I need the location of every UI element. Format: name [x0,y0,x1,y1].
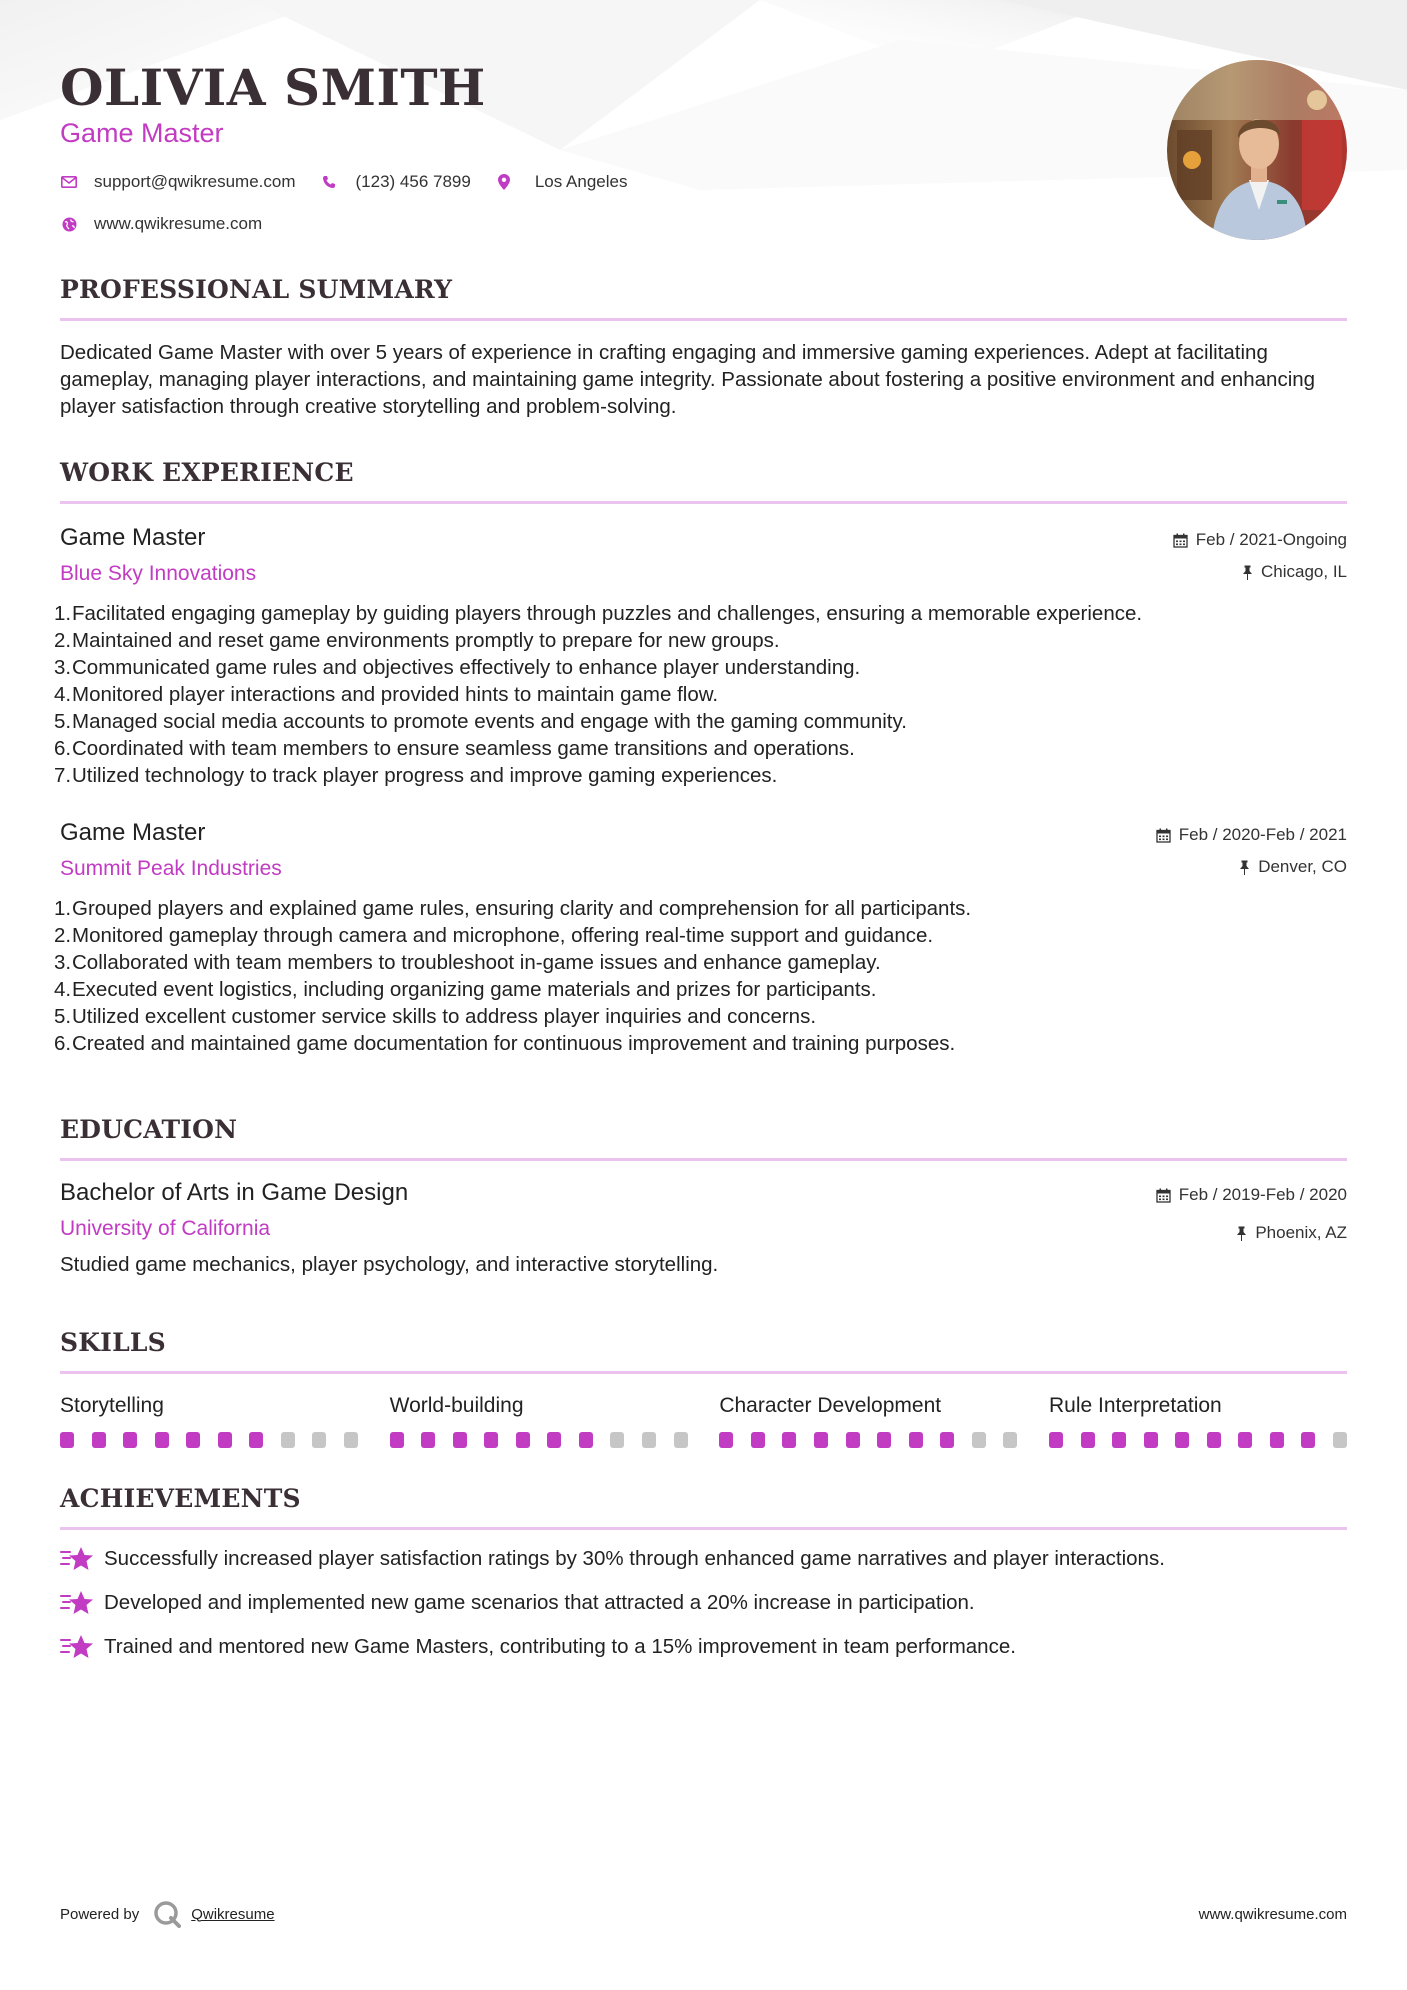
skill-dot-empty [281,1432,295,1448]
contact-row-web [60,214,286,234]
skill-name: Rule Interpretation [1048,1394,1222,1417]
duty-text: Grouped players and explained game rules, ensuring clarity and comprehension for all participants. [72,897,972,920]
skill-dot-filled [1175,1432,1189,1448]
skill-rating [60,1432,358,1448]
skill-dot-filled [940,1432,954,1448]
skill-rating [719,1432,1017,1448]
education-location-text: Phoenix, AZ [1255,1223,1347,1242]
phone-icon [320,173,338,191]
achievements-section [60,1484,1347,1662]
powered-by-label: Powered by [60,1905,140,1923]
achievement-item [60,1632,1347,1662]
skill-dot-filled [547,1432,561,1448]
section-heading: SKILLS [60,1328,166,1357]
job-title: Game Master [60,819,206,846]
skill-dot-empty [610,1432,624,1448]
page-footer [60,1900,1347,1928]
contact-row [60,172,651,192]
skill-dot-filled [751,1432,765,1448]
map-pin-icon [495,173,513,191]
skill-dot-filled [249,1432,263,1448]
section-divider [60,1527,1347,1530]
section-heading: EDUCATION [60,1115,238,1144]
contact-email[interactable] [60,172,296,192]
skill-name: Storytelling [60,1394,164,1417]
achievement-text: Developed and implemented new game scenarios that attracted a 20% increase in participation. [104,1591,975,1614]
skill-dot-filled [1049,1432,1063,1448]
section-heading: PROFESSIONAL SUMMARY [60,275,453,304]
skill-dot-filled [1081,1432,1095,1448]
job-dates-text: Feb / 2020-Feb / 2021 [1178,825,1347,844]
candidate-title: Game Master [60,118,224,148]
skill-dot-filled [719,1432,733,1448]
section-heading: ACHIEVEMENTS [60,1484,301,1513]
duty-text: Facilitated engaging gameplay by guiding players through puzzles and challenges, ensuring a memorable experience. [72,602,1143,625]
job-company: Summit Peak Industries [60,857,282,880]
duty-item: 1. Facilitated engaging gameplay by guiding players through puzzles and challenges, ensuring a memorable experience. [54,602,1143,625]
phone-text: (123) 456 7899 [355,172,471,191]
skill-dot-filled [484,1432,498,1448]
skill-dot-filled [1144,1432,1158,1448]
skill-dot-filled [1238,1432,1252,1448]
duty-text: Collaborated with team members to troubleshoot in-game issues and enhance gameplay. [72,951,881,974]
website-text: www.qwikresume.com [94,214,263,233]
pushpin-icon [1242,565,1253,580]
skill-rating [1049,1432,1347,1448]
experience-section [54,458,1347,1057]
mail-icon [60,173,78,191]
pushpin-icon [1236,1226,1247,1241]
skill-dot-filled [1112,1432,1126,1448]
qwikresume-logo-icon [153,1900,181,1928]
section-divider [60,318,1347,321]
job-entry [54,524,1347,789]
duty-text: Utilized technology to track player progress and improve gaming experiences. [72,764,778,787]
education-dates [1156,1185,1347,1205]
job-duties [54,600,1347,789]
skills-list [60,1394,1347,1448]
contact-phone[interactable] [320,172,471,192]
job-meta [1156,825,1347,877]
skill-dot-empty [312,1432,326,1448]
job-dates [1173,530,1347,550]
qwikresume-link[interactable]: Qwikresume [191,1905,275,1923]
skill-item [390,1394,688,1448]
duty-text: Executed event logistics, including organizing game materials and prizes for participants. [72,978,877,1001]
duty-item: 2. Monitored gameplay through camera and microphone, offering real-time support and guidance. [54,924,934,947]
skill-dot-empty [674,1432,688,1448]
skill-name: World-building [389,1394,524,1417]
calendar-icon [1156,828,1171,843]
duty-item: 5. Managed social media accounts to promote events and engage with the gaming community. [54,710,907,733]
job-company: Blue Sky Innovations [60,562,257,585]
section-divider [60,1371,1347,1374]
skill-dot-empty [344,1432,358,1448]
skill-name: Character Development [719,1394,942,1417]
skill-dot-filled [1207,1432,1221,1448]
duty-item: 3. Communicated game rules and objectives effectively to enhance player understanding. [54,656,861,679]
job-duties [54,895,1347,1057]
skill-dot-filled [814,1432,828,1448]
skill-dot-empty [1333,1432,1347,1448]
duty-text: Managed social media accounts to promote events and engage with the gaming community. [72,710,907,733]
job-dates [1156,825,1347,845]
resume-header [60,0,1347,255]
skill-dot-filled [1301,1432,1315,1448]
duty-text: Monitored player interactions and provided hints to maintain game flow. [72,683,719,706]
education-section [60,1115,1347,1278]
duty-item: 6. Coordinated with team members to ensure seamless game transitions and operations. [54,737,855,760]
footer-website[interactable]: www.qwikresume.com [1198,1905,1347,1923]
job-entry [54,819,1347,1057]
job-location-text: Denver, CO [1258,857,1347,876]
contact-location [495,172,628,192]
duty-item: 6. Created and maintained game documentation for continuous improvement and training purposes. [54,1032,956,1055]
location-text: Los Angeles [534,172,628,191]
achievement-item [60,1588,1347,1618]
skill-dot-filled [909,1432,923,1448]
shooting-star-icon [60,1632,94,1662]
shooting-star-icon [60,1588,94,1618]
powered-by [60,1900,275,1928]
job-meta [1173,530,1347,582]
duty-text: Monitored gameplay through camera and microphone, offering real-time support and guidance. [72,924,934,947]
skill-dot-filled [516,1432,530,1448]
skill-item [1049,1394,1347,1448]
education-meta [1156,1185,1347,1243]
skill-dot-filled [782,1432,796,1448]
skill-item [60,1394,358,1448]
duty-item: 2. Maintained and reset game environments promptly to prepare for new groups. [54,629,780,652]
duty-text: Utilized excellent customer service skills to address player inquiries and concerns. [72,1005,817,1028]
calendar-icon [1173,533,1188,548]
duty-item: 1. Grouped players and explained game rules, ensuring clarity and comprehension for all participants. [54,897,972,920]
skill-dot-filled [123,1432,137,1448]
degree-title: Bachelor of Arts in Game Design [60,1179,409,1206]
skill-rating [390,1432,688,1448]
job-dates-text: Feb / 2021-Ongoing [1195,530,1347,549]
summary-text: Dedicated Game Master with over 5 years of experience in crafting engaging and immersive gaming experiences. Adept at facilitating gameplay, managing player interactions, and maintaining game integrity. Passionate about fostering a positive environment and enhancing player satisfaction through creative storytelling and problem-solving. [60,341,1316,418]
summary-section [60,275,1347,420]
skill-dot-empty [972,1432,986,1448]
contact-website[interactable] [60,214,262,234]
job-title: Game Master [60,524,206,551]
pushpin-icon [1239,860,1250,875]
skill-dot-empty [642,1432,656,1448]
skill-dot-filled [579,1432,593,1448]
skill-dot-filled [421,1432,435,1448]
education-description: Studied game mechanics, player psychology, and interactive storytelling. [60,1253,719,1276]
skill-item [719,1394,1017,1448]
globe-icon [60,215,78,233]
candidate-name: OLIVIA SMITH [60,58,486,117]
skills-section [60,1328,1347,1448]
skill-dot-filled [877,1432,891,1448]
skill-dot-filled [92,1432,106,1448]
achievement-text: Successfully increased player satisfaction ratings by 30% through enhanced game narratives and player interactions. [104,1547,1165,1570]
duty-item: 5. Utilized excellent customer service skills to address player inquiries and concerns. [54,1005,817,1028]
job-location [1173,562,1347,582]
education-entry [60,1179,1347,1278]
duty-item: 7. Utilized technology to track player progress and improve gaming experiences. [54,764,778,787]
skill-dot-filled [846,1432,860,1448]
duty-text: Maintained and reset game environments promptly to prepare for new groups. [72,629,780,652]
section-heading: WORK EXPERIENCE [60,458,354,487]
job-location [1156,857,1347,877]
duty-item: 4. Monitored player interactions and provided hints to maintain game flow. [54,683,719,706]
shooting-star-icon [60,1544,94,1574]
profile-photo [1167,60,1347,240]
duty-text: Created and maintained game documentation for continuous improvement and training purposes. [72,1032,956,1055]
skill-dot-filled [218,1432,232,1448]
skill-dot-filled [1270,1432,1284,1448]
section-divider [60,501,1347,504]
skill-dot-filled [390,1432,404,1448]
section-divider [60,1158,1347,1161]
achievement-item [60,1544,1347,1574]
duty-text: Communicated game rules and objectives effectively to enhance player understanding. [72,656,861,679]
achievement-text: Trained and mentored new Game Masters, contributing to a 15% improvement in team performance. [104,1635,1016,1658]
skill-dot-empty [1003,1432,1017,1448]
duty-item: 3. Collaborated with team members to troubleshoot in-game issues and enhance gameplay. [54,951,881,974]
duty-item: 4. Executed event logistics, including organizing game materials and prizes for participants. [54,978,877,1001]
education-location [1156,1223,1347,1243]
job-location-text: Chicago, IL [1261,562,1347,581]
calendar-icon [1156,1188,1171,1203]
email-text: support@qwikresume.com [94,172,296,191]
skill-dot-filled [453,1432,467,1448]
skill-dot-filled [155,1432,169,1448]
skill-dot-filled [186,1432,200,1448]
education-dates-text: Feb / 2019-Feb / 2020 [1178,1185,1347,1204]
school-name: University of California [60,1217,271,1240]
duty-text: Coordinated with team members to ensure seamless game transitions and operations. [72,737,855,760]
skill-dot-filled [60,1432,74,1448]
